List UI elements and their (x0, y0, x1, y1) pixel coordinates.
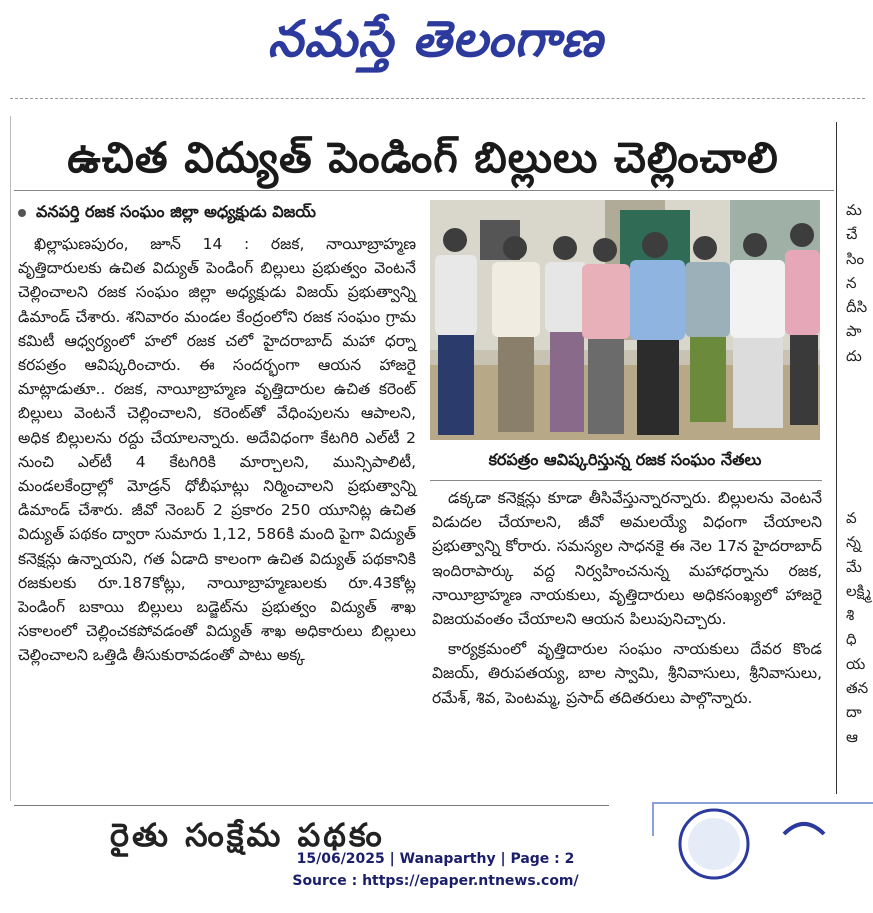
column-separator (836, 122, 837, 794)
side-fragment: లక్ష్మి (846, 581, 871, 600)
article-body-right (432, 486, 822, 798)
side-fragment: శి (846, 606, 855, 625)
side-fragment: సిం (846, 249, 865, 268)
left-column-rule (10, 116, 11, 801)
seal-icon (654, 804, 873, 836)
side-fragment: య (846, 654, 866, 673)
subhead-text: వనపర్తి రజక సంఘం జిల్లా అధ్యక్షుడు విజయ్ (36, 202, 316, 221)
side-column-top (846, 198, 871, 368)
caption-divider (430, 480, 822, 481)
side-fragment: దా (846, 703, 862, 722)
side-fragment: ధి (846, 630, 857, 649)
side-fragment: వ (846, 509, 857, 527)
article-photo (430, 200, 820, 440)
side-fragment: మే (846, 557, 862, 576)
side-fragment: దు (846, 346, 862, 365)
adjacent-ad-logo (652, 802, 873, 836)
side-fragment: న (846, 273, 857, 292)
footer-date-line: 15/06/2025 | Wanaparthy | Page : 2 (296, 851, 575, 867)
side-fragment: న్న (846, 533, 861, 552)
headline-divider (14, 190, 834, 191)
side-fragment: చే (846, 225, 858, 244)
footer (0, 848, 871, 892)
article-headline: ఉచిత విద్యుత్ పెండింగ్ బిల్లులు చెల్లించాలి (67, 133, 779, 182)
side-column-bottom (846, 506, 871, 749)
body-paragraph: డక్కడా కనెక్షన్లు కూడా తీసివేస్తున్నారన్నారు. బిల్లులను వెంటనే విడుదల చేయాలని, జీవో అమలయ్యే విధంగా చేయాలని ప్రభుత్వాన్ని కోరారు. సమస్యల సాధనకై ఈ నెల 17న హైదరాబాద్ ఇందిరాపార్కు వద్ద నిర్వహించనున్న మహాధర్నాను రజక, నాయీబ్రాహ్మణ నాయకులు, వృత్తిదారులు అధికసంఖ్యలో హాజరై విజయవంతం చేయాలని ఆయన పిలుపునిచ్చారు. (432, 489, 822, 629)
article-body-left (18, 232, 416, 797)
body-paragraph: కార్యక్రమంలో వృత్తిదారుల సంఘం నాయకులు దేవర కొండ విజయ్, తిరుపతయ్య, బాల స్వామి, శ్రీనివాసులు, శ్రీనివాసులు, రమేశ్, శివ, పెంటమ్మ, ప్రసాద్ తదితరులు పాల్గొన్నారు. (432, 640, 822, 707)
body-paragraph: ఖిల్లాఘణపురం, జూన్ 14 : రజక, నాయీబ్రాహ్మణ వృత్తిదారులకు ఉచిత విద్యుత్ పెండింగ్ బిల్లులు ప్రభుత్వం వెంటనే చెల్లించాలని రజక సంఘం జిల్లా అధ్యక్షుడు విజయ్ ప్రభుత్వాన్ని డిమాండ్ చేశారు. శనివారం మండల కేంద్రంలోని రజక సంఘం గ్రామ కమిటీ ఆధ్వర్యంలో హలో రజక చలో హైదరాబాద్ మహా ధర్నా కరపత్రం ఆవిష్కరించారు. ఈ సందర్భంగా ఆయన హాజరై మాట్లాడుతూ.. రజక, నాయీబ్రాహ్మణ వృత్తిదారుల ఉచిత కరెంట్ బిల్లులు వెంటనే చెల్లించాలని, కరెంట్‌తో వేధింపులను ఆపాలని, అధిక బిల్లులను రద్దు చేయాలన్నారు. అదేవిధంగా కేటగిరి ఎల్‌టీ 2 నుంచి ఎల్‌టీ 4 కేటగిరికి మార్చాలని, మున్సిపాలిటీ, మండలకేంద్రాల్లో మోడ్రన్ ధోబీఘాట్లు నిర్మించాలని ప్రభుత్వాన్ని డిమాండ్ చేశారు. జీవో నెంబర్ 2 ప్రకారం 250 యూనిట్ల ఉచిత విద్యుత్ పథకం ద్వారా సుమారు 1,12, 586కి మంది పైగా విద్యుత్ కనెక్షన్లు ఉన్నాయని, గత ఏడాది కాలంగా ఉచిత విద్యుత్ పథకానికి రజకులకు రూ.187కోట్లు, నాయీబ్రాహ్మణులకు రూ.43కోట్ల పెండింగ్ బకాయి బిల్లులు బడ్జెట్‌ను ప్రభుత్వం విద్యుత్ శాఖ సకాలంలో చెల్లించకపోవడంతో విద్యుత్ శాఖ అధికారులు బిల్లులు చెల్లించాలని ఒత్తిడి తీసుకురావడంతో పాటు అక్క (18, 235, 416, 665)
article-subhead (18, 202, 316, 225)
bullet-icon (18, 209, 26, 217)
photo-caption: కరపత్రం ఆవిష్కరిస్తున్న రజక సంఘం నేతలు (488, 450, 762, 469)
next-story-heading: రైతు సంక్షేమ పథకం (110, 816, 385, 854)
side-fragment: మ (846, 201, 862, 219)
side-fragment: తన (846, 679, 869, 698)
footer-source-line[interactable]: Source : https://epaper.ntnews.com/ (292, 873, 579, 889)
newspaper-logo: నమస్తే తెలంగాణ (267, 10, 604, 68)
masthead (0, 0, 871, 100)
photo-illustration (430, 200, 820, 440)
side-fragment: పా (846, 322, 862, 341)
masthead-divider (10, 98, 865, 99)
bottom-divider (14, 805, 609, 806)
side-fragment: దీసి (846, 298, 868, 317)
side-fragment: ఆ (846, 727, 858, 746)
